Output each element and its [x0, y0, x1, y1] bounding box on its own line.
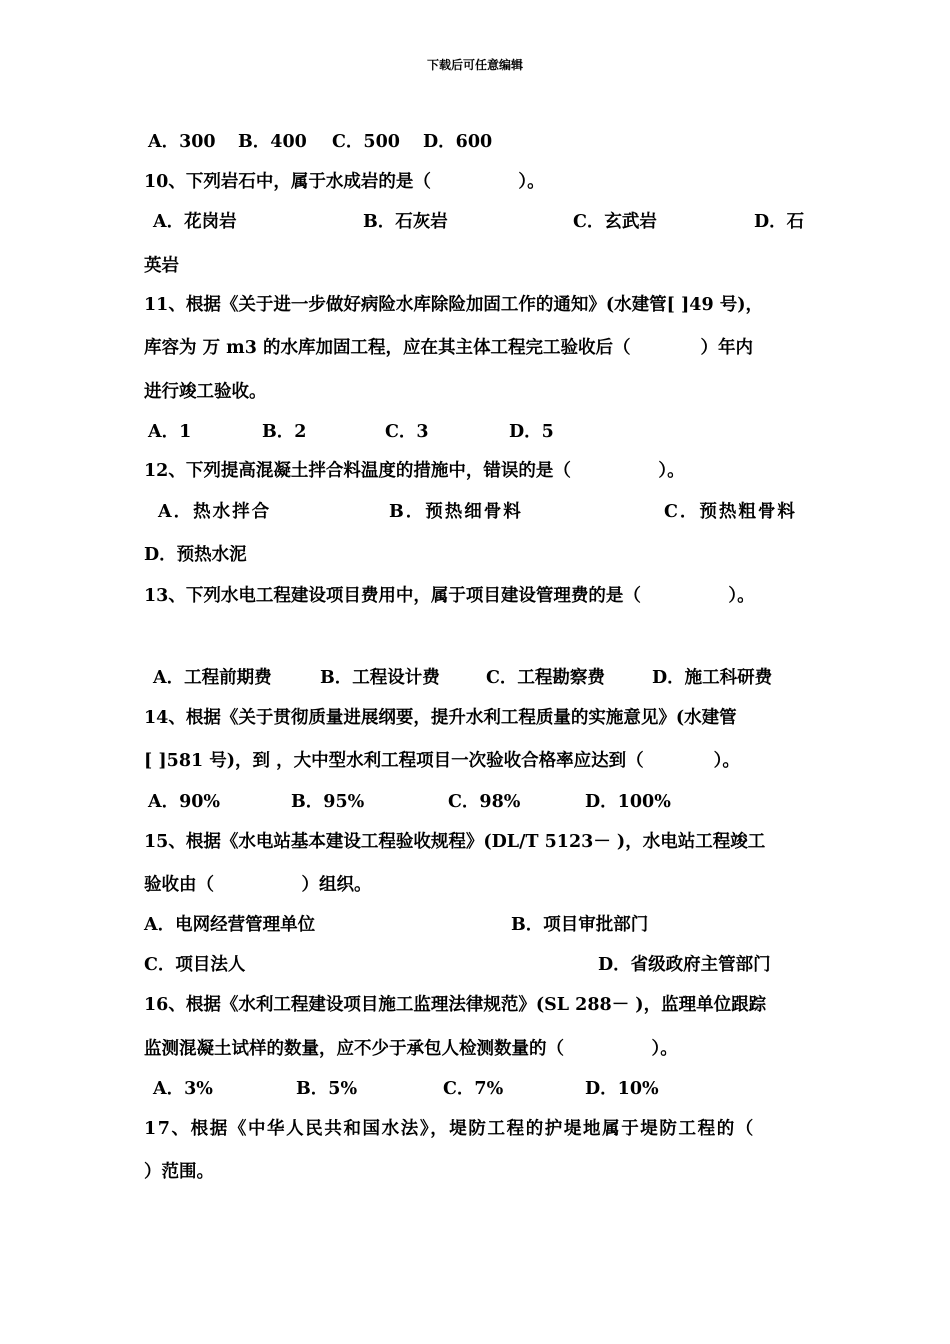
q15-option-a: A．电网经营管理单位 [144, 915, 316, 935]
page-header: 下载后可任意编辑 [426, 58, 523, 72]
q14-stem-line1: 14、根据《关于贯彻质量进展纲要，提升水利工程质量的实施意见》(水建管 [144, 708, 737, 728]
q11-stem-line1: 11、根据《关于进一步做好病险水库除险加固工作的通知》(水建管[ ]49 号)， [144, 295, 764, 315]
q15-stem-line1: 15、根据《水电站基本建设工程验收规程》(DL/T 5123－ )，水电站工程竣工 [144, 832, 766, 852]
q16-option-d: D．10% [585, 1079, 659, 1099]
q14-option-c: C．98% [448, 792, 521, 812]
q10-option-a: A．花岗岩 [153, 212, 237, 232]
q12-option-b: B．预热细骨料 [389, 502, 523, 522]
q16-option-a: A．3% [153, 1079, 213, 1099]
q15-option-d: D．省级政府主管部门 [598, 955, 771, 975]
q11-option-a: A．1 [148, 422, 192, 442]
q16-option-c: C．7% [443, 1079, 504, 1099]
q12-option-a: A．热水拌合 [158, 502, 272, 522]
q16-stem-line1: 16、根据《水利工程建设项目施工监理法律规范》(SL 288－ )，监理单位跟踪 [144, 995, 767, 1015]
q10-option-c: C．玄武岩 [573, 212, 657, 232]
q14-option-a: A．90% [148, 792, 221, 812]
q13-option-d: D．施工科研费 [652, 668, 773, 688]
q11-option-b: B．2 [262, 422, 307, 442]
q9-option-b: B．400 [238, 132, 307, 152]
q14-option-d: D．100% [585, 792, 671, 812]
q16-option-b: B．5% [296, 1079, 358, 1099]
q9-option-c: C．500 [332, 132, 400, 152]
q10-option-d: D．石 [754, 212, 805, 232]
q10-option-d-wrap: 英岩 [144, 256, 179, 276]
q11-stem-line3: 进行竣工验收。 [144, 382, 267, 402]
q12-option-d: D．预热水泥 [144, 545, 247, 565]
q13-option-a: A．工程前期费 [153, 668, 272, 688]
q12-stem: 12、下列提高混凝土拌合料温度的措施中，错误的是（ ）。 [144, 461, 685, 481]
q11-stem-line2: 库容为 万 m3 的水库加固工程，应在其主体工程完工验收后（ ）年内 [144, 338, 753, 358]
q15-option-b: B．项目审批部门 [511, 915, 649, 935]
q12-option-c: C．预热粗骨料 [664, 502, 797, 522]
q13-option-b: B．工程设计费 [320, 668, 440, 688]
q9-option-d: D．600 [423, 132, 493, 152]
q17-stem-line2: ）范围。 [144, 1162, 214, 1182]
q9-option-a: A．300 [148, 132, 216, 152]
q13-stem: 13、下列水电工程建设项目费用中，属于项目建设管理费的是（ ）。 [144, 586, 755, 606]
q13-option-c: C．工程勘察费 [486, 668, 605, 688]
q10-stem: 10、下列岩石中，属于水成岩的是（ ）。 [144, 172, 545, 192]
q16-stem-line2: 监测混凝土试样的数量，应不少于承包人检测数量的（ ）。 [144, 1039, 678, 1059]
q10-option-b: B．石灰岩 [363, 212, 448, 232]
q11-option-c: C．3 [385, 422, 429, 442]
q14-stem-line2: [ ]581 号)，到 ，大中型水利工程项目一次验收合格率应达到（ ）。 [144, 751, 740, 771]
q15-stem-line2: 验收由（ ）组织。 [144, 875, 372, 895]
q11-option-d: D．5 [509, 422, 554, 442]
q17-stem-line1: 17、根据《中华人民共和国水法》，堤防工程的护堤地属于堤防工程的（ [144, 1119, 755, 1139]
q14-option-b: B．95% [291, 792, 365, 812]
q15-option-c: C．项目法人 [144, 955, 246, 975]
